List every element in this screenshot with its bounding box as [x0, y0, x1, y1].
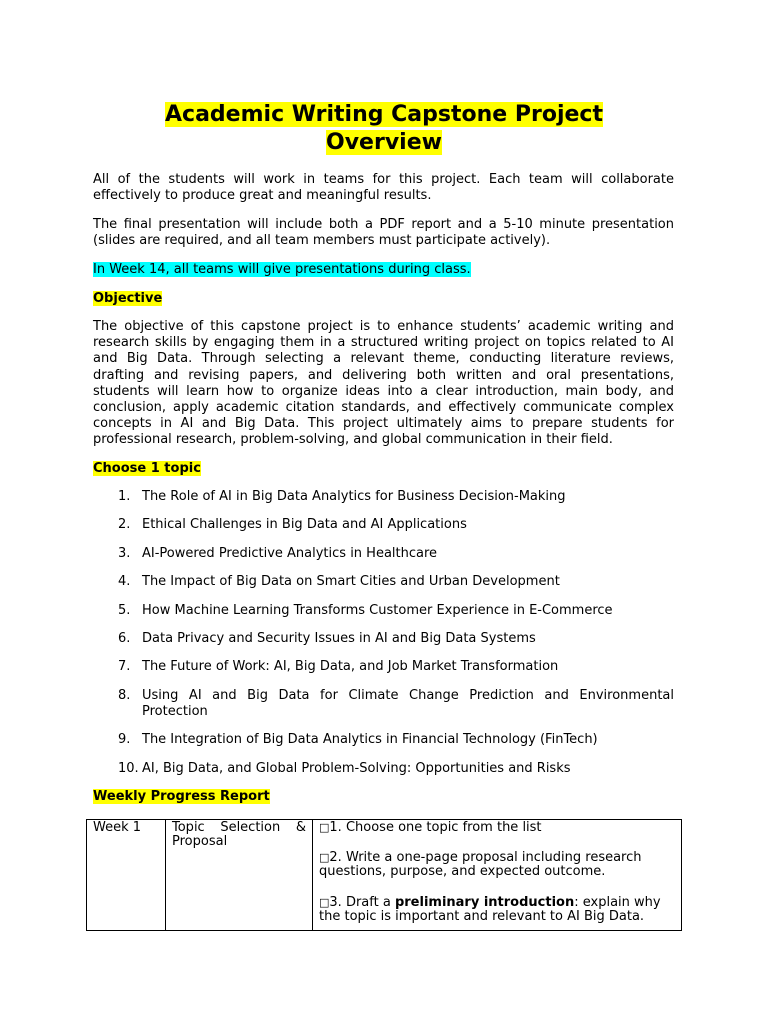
task-step-2: [319, 851, 675, 879]
week14-highlight: In Week 14, all teams will give presentations during class.: [93, 262, 471, 277]
topic-item: [93, 489, 674, 505]
intro-paragraph-2: The final presentation will include both a PDF report and a 5-10 minute presentation (slides are required, and all team members must participate actively).: [93, 217, 674, 249]
topic-list: [93, 489, 674, 777]
objective-heading: [93, 291, 162, 307]
intro-paragraph-1: All of the students will work in teams for this project. Each team will collaborate effectively to produce great and meaningful results.: [93, 172, 674, 204]
table-row: [87, 820, 682, 931]
topic-number: 9.: [118, 732, 131, 748]
objective-paragraph: The objective of this capstone project is to enhance students’ academic writing and research skills by engaging them in a structured writing project on topics related to AI and Big Data. Through selecting a relevant theme, conducting literature reviews, drafting and revising papers, and delivering both written and oral presentations, students will learn how to organize ideas into a clear introduction, main body, and conclusion, apply academic citation standards, and effectively communicate complex concepts in AI and Big Data. This project ultimately aims to prepare students for professional research, problem-solving, and global communication in their field.: [93, 319, 674, 448]
topic-text: Data Privacy and Security Issues in AI and Big Data Systems: [142, 630, 536, 646]
topic-item: [93, 517, 674, 533]
title-line-1: Academic Writing Capstone Project: [165, 102, 603, 127]
topic-text: The Role of AI in Big Data Analytics for Business Decision-Making: [142, 489, 566, 504]
topic-number: 6.: [118, 630, 131, 646]
topic-text: How Machine Learning Transforms Customer Experience in E-Commerce: [142, 602, 613, 618]
topic-text: The Future of Work: AI, Big Data, and Job Market Transformation: [142, 659, 559, 675]
task-step-1-text: 1. Choose one topic from the list: [329, 820, 542, 835]
topic-number: 5.: [118, 602, 131, 618]
topic-text: The Integration of Big Data Analytics in Financial Technology (FinTech): [142, 732, 598, 748]
weekly-progress-table: [86, 819, 682, 931]
topic-item: [93, 603, 674, 619]
week14-note: [93, 262, 674, 278]
topic-number: 7.: [118, 659, 131, 675]
phase-cell: Topic Selection & Proposal: [166, 820, 313, 931]
topic-number: 8.: [118, 687, 131, 703]
checkbox-glyph-icon: □: [319, 821, 330, 834]
topic-number: 4.: [118, 574, 131, 590]
task-step-3: [319, 896, 675, 924]
tasks-cell: [313, 820, 682, 931]
weekly-progress-heading-text: Weekly Progress Report: [93, 789, 270, 804]
topic-text: AI-Powered Predictive Analytics in Healthcare: [142, 545, 438, 561]
topics-heading: [93, 461, 201, 477]
task-step-1: [319, 821, 675, 835]
topic-text: AI, Big Data, and Global Problem-Solving: Opportunities and Risks: [142, 760, 571, 776]
week-cell: Week 1: [87, 820, 166, 931]
topic-number: 2.: [118, 517, 131, 533]
objective-heading-text: Objective: [93, 291, 163, 306]
topic-text: The Impact of Big Data on Smart Cities and Urban Development: [142, 574, 560, 590]
topic-number: 3.: [118, 545, 131, 561]
topic-number: 10.: [118, 760, 139, 776]
topic-item: [93, 574, 674, 590]
task-step-3-pre: 3. Draft a: [329, 894, 395, 910]
topic-item: [93, 631, 674, 647]
checkbox-glyph-icon: □: [319, 895, 330, 909]
topic-item: [93, 732, 674, 748]
topic-number: 1.: [118, 489, 131, 504]
topics-heading-text: Choose 1 topic: [93, 461, 201, 476]
task-step-2-text: 2. Write a one-page proposal including research questions, purpose, and expected outcome.: [319, 850, 642, 880]
checkbox-glyph-icon: □: [319, 851, 330, 865]
topic-item: [93, 688, 674, 720]
topic-text: Ethical Challenges in Big Data and AI Applications: [142, 517, 467, 533]
title-line-2: Overview: [326, 130, 442, 155]
topic-item: [93, 659, 674, 675]
task-step-3-post: : explain why the topic is important and relevant to AI Big Data.: [319, 894, 661, 924]
topic-item: [93, 546, 674, 562]
weekly-progress-heading: [93, 789, 270, 805]
topic-text: Using AI and Big Data for Climate Change Prediction and Environmental Protection: [142, 687, 674, 719]
page-title: [0, 101, 768, 157]
topic-item: [93, 761, 674, 777]
task-step-3-bold: preliminary introduction: [394, 894, 575, 910]
